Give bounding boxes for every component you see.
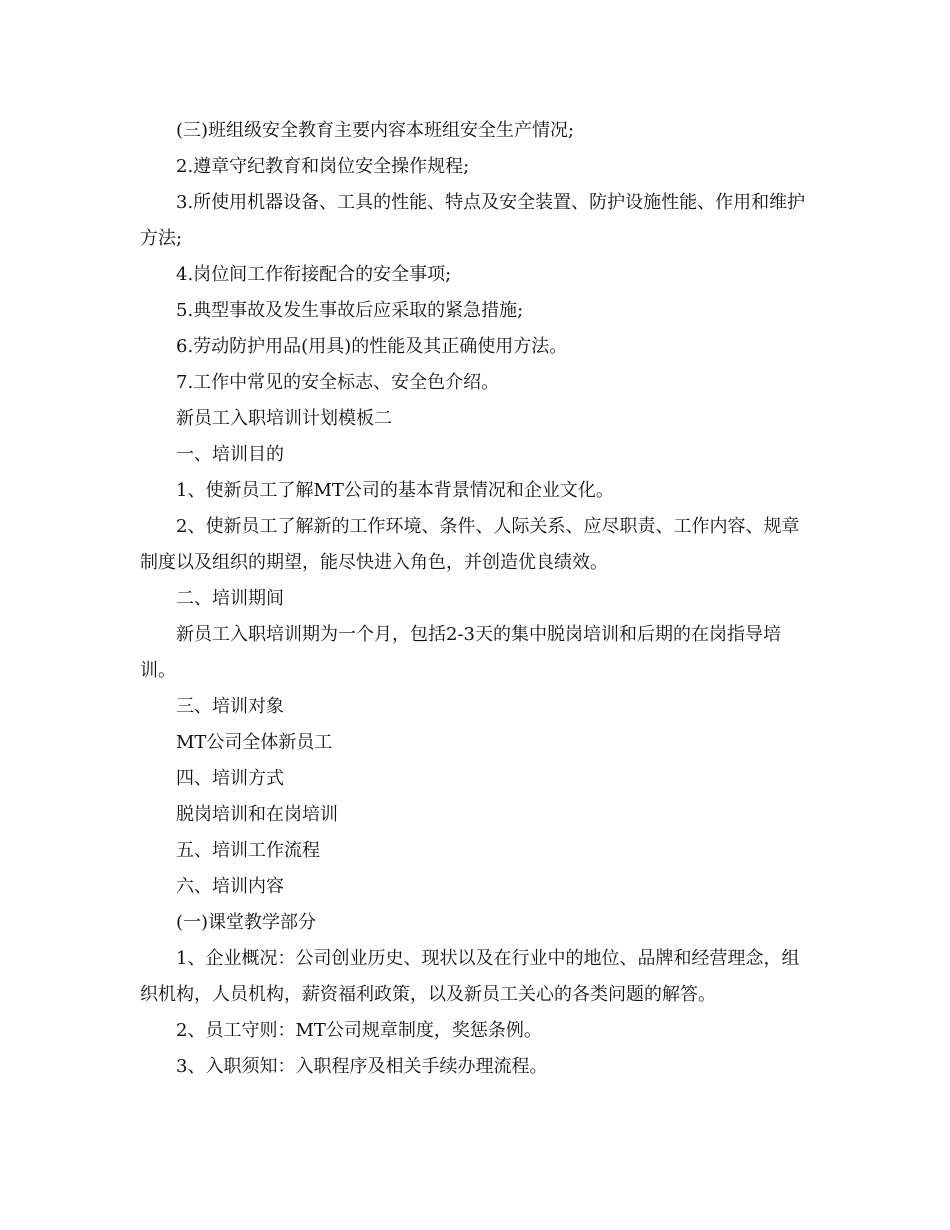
paragraph: 6.劳动防护用品(用具)的性能及其正确使用方法。 xyxy=(176,336,568,357)
document-body xyxy=(140,113,810,1085)
paragraph: 脱岗培训和在岗培训 xyxy=(176,804,338,825)
paragraph: 7.工作中常见的安全标志、安全色介绍。 xyxy=(176,372,500,393)
paragraph: 2、使新员工了解新的工作环境、条件、人际关系、应尽职责、工作内容、规章制度以及组织的期望，能尽快进入角色，并创造优良绩效。 xyxy=(140,516,800,573)
heading: 六、培训内容 xyxy=(176,876,284,897)
paragraph: 新员工入职培训期为一个月，包括2-3天的集中脱岗培训和后期的在岗指导培训。 xyxy=(140,624,781,681)
heading: 五、培训工作流程 xyxy=(176,840,320,861)
heading: 四、培训方式 xyxy=(176,768,284,789)
paragraph: 2、员工守则：MT公司规章制度，奖惩条例。 xyxy=(176,1020,542,1041)
paragraph: 1、企业概况：公司创业历史、现状以及在行业中的地位、品牌和经营理念，组织机构，人员机构，薪资福利政策，以及新员工关心的各类问题的解答。 xyxy=(140,948,800,1005)
paragraph: MT公司全体新员工 xyxy=(176,732,333,753)
paragraph: 4.岗位间工作衔接配合的安全事项; xyxy=(176,264,452,285)
subheading: (一)课堂教学部分 xyxy=(176,912,317,933)
paragraph: (三)班组级安全教育主要内容本班组安全生产情况; xyxy=(176,120,575,141)
heading: 一、培训目的 xyxy=(176,444,284,465)
paragraph: 2.遵章守纪教育和岗位安全操作规程; xyxy=(176,156,470,177)
heading: 三、培训对象 xyxy=(176,696,284,717)
section-title: 新员工入职培训计划模板二 xyxy=(176,408,392,429)
paragraph: 1、使新员工了解MT公司的基本背景情况和企业文化。 xyxy=(176,480,614,501)
heading: 二、培训期间 xyxy=(176,588,284,609)
paragraph: 5.典型事故及发生事故后应采取的紧急措施; xyxy=(176,300,524,321)
paragraph: 3、入职须知：入职程序及相关手续办理流程。 xyxy=(176,1056,548,1077)
paragraph: 3.所使用机器设备、工具的性能、特点及安全装置、防护设施性能、作用和维护方法; xyxy=(140,192,806,249)
